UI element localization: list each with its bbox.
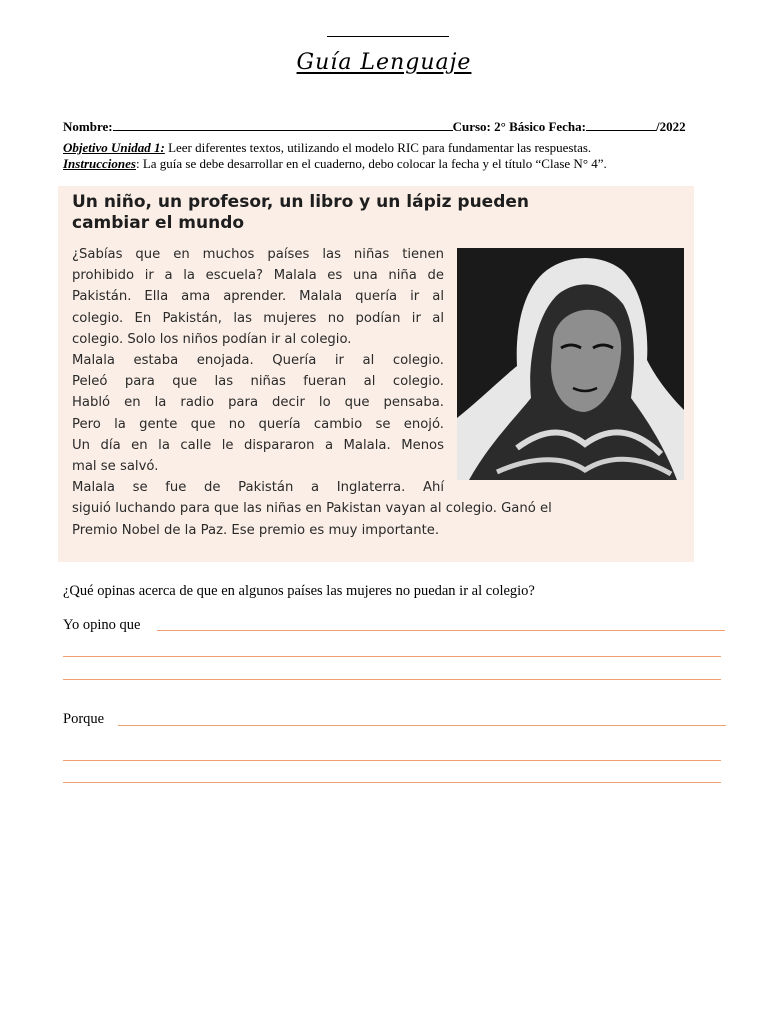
fecha-field[interactable] <box>586 120 656 131</box>
reading-line: prohibido ir a la escuela? Malala es una niña de <box>72 268 444 284</box>
answer-line-opino-2[interactable] <box>63 656 721 657</box>
curso-fecha-label: Curso: 2° Básico Fecha: <box>452 119 586 134</box>
instrucciones-row <box>63 156 607 172</box>
year-label: /2022 <box>656 119 686 134</box>
answer-line-opino-3[interactable] <box>63 679 721 680</box>
answer-line-porque-1[interactable] <box>118 725 726 726</box>
reading-line: mal se salvó. <box>72 459 159 475</box>
top-rule <box>327 36 449 37</box>
objetivo-row <box>63 140 591 156</box>
reading-line: Premio Nobel de la Paz. Ese premio es muy importante. <box>72 522 440 538</box>
reading-line: colegio. Solo los niños podían ir al colegio. <box>72 331 352 347</box>
reading-line: Malala estaba enojada. Quería ir al colegio. <box>72 353 444 369</box>
reading-line: Habló en la radio para decir lo que pensaba. <box>72 395 444 411</box>
answer-line-porque-2[interactable] <box>63 760 721 761</box>
porque-label: Porque <box>63 711 105 727</box>
instrucciones-label: Instrucciones <box>63 156 136 171</box>
reading-line: Malala se fue de Pakistán a Inglaterra. Ahí <box>72 480 444 496</box>
reading-line: Pakistán. Ella ama aprender. Malala quería ir al <box>72 289 444 305</box>
reading-line: Peleó para que las niñas fueran al colegio. <box>72 374 444 390</box>
question-text: ¿Qué opinas acerca de que en algunos países las mujeres no puedan ir al colegio? <box>63 583 535 599</box>
reading-line: Pero la gente que no quería cambio se enojó. <box>72 416 444 432</box>
instrucciones-text: : La guía se debe desarrollar en el cuaderno, debo colocar la fecha y el título “Clase N° 4”. <box>135 156 607 171</box>
answer-line-opino-1[interactable] <box>157 630 725 631</box>
reading-title-line: Un niño, un profesor, un libro y un lápiz pueden <box>72 192 530 212</box>
objetivo-label: Objetivo Unidad 1: <box>63 140 165 155</box>
answer-line-porque-3[interactable] <box>63 782 721 783</box>
opino-label: Yo opino que <box>63 617 141 633</box>
reading-line: Un día en la calle le dispararon a Malala. Menos <box>72 437 444 453</box>
page-title: Guía Lenguaje <box>296 50 472 75</box>
reading-line: ¿Sabías que en muchos países las niñas tienen <box>72 247 444 262</box>
reading-line: colegio. En Pakistán, las mujeres no podían ir al <box>72 310 444 326</box>
student-info-row: Nombre: Curso: 2° Básico Fecha: /2022 <box>63 119 686 134</box>
reading-title <box>72 192 672 234</box>
nombre-field[interactable] <box>113 120 453 131</box>
reading-body <box>72 244 552 541</box>
reading-title-line: cambiar el mundo <box>72 213 245 233</box>
reading-box <box>58 186 694 562</box>
reading-line: siguió luchando para que las niñas en Pakistan vayan al colegio. Ganó el <box>72 501 552 517</box>
objetivo-text: Leer diferentes textos, utilizando el modelo RIC para fundamentar las respuestas. <box>164 140 592 155</box>
nombre-label: Nombre <box>63 119 109 134</box>
